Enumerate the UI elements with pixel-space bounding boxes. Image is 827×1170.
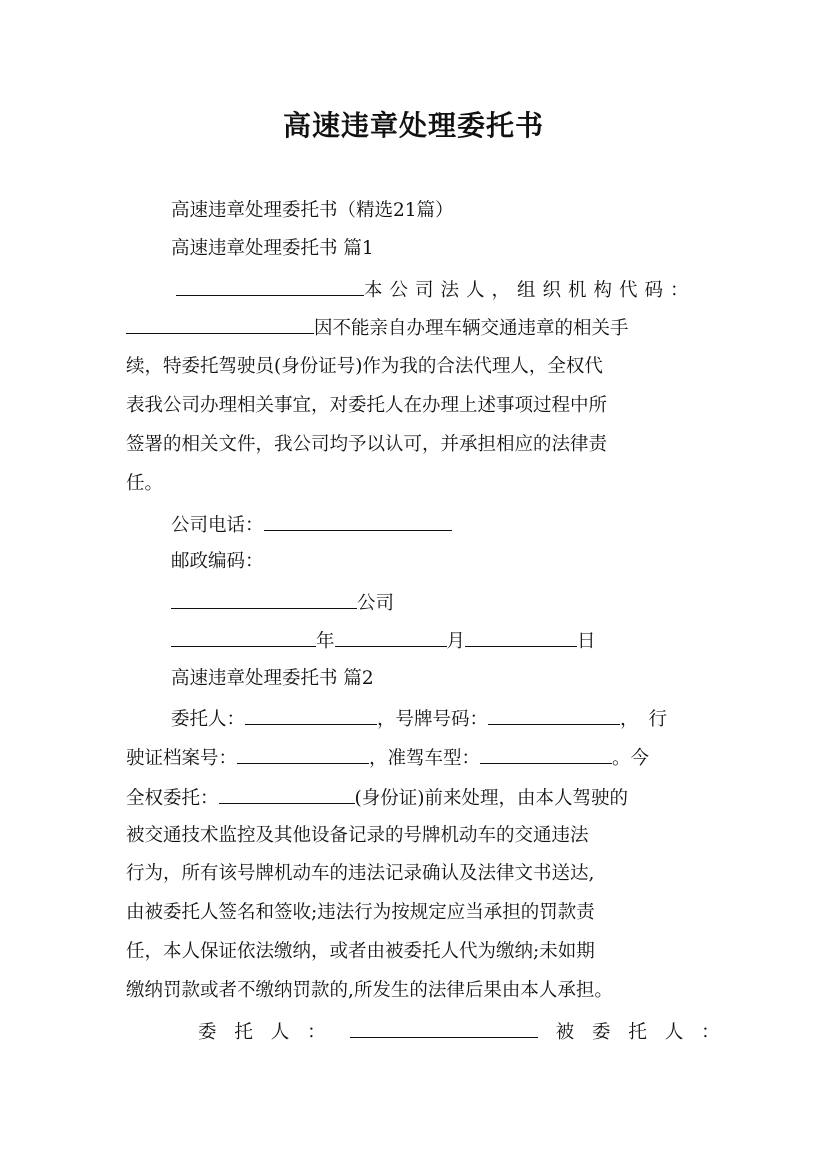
principal-signature-field[interactable] bbox=[350, 1019, 538, 1038]
paragraph-line: 缴纳罚款或者不缴纳罚款的,所发生的法律后果由本人承担。 bbox=[126, 980, 613, 1001]
company-line: 公司 bbox=[171, 590, 746, 616]
paragraph-line: 被交通技术监控及其他设备记录的号牌机动车的交通违法 bbox=[126, 825, 589, 846]
paragraph-line: 因不能亲自办理车辆交通违章的相关手 bbox=[126, 315, 701, 341]
day-field[interactable] bbox=[465, 628, 577, 647]
paragraph-line: 表我公司办理相关事宜，对委托人在办理上述事项过程中所 bbox=[126, 395, 608, 416]
section-heading-1: 高速违章处理委托书 篇1 bbox=[171, 238, 374, 259]
month-field[interactable] bbox=[335, 628, 447, 647]
signature-line: 委 托 人 ： 被 委 托 人 ： bbox=[198, 1019, 698, 1045]
document-title: 高速违章处理委托书 bbox=[282, 109, 544, 142]
company-phone-line: 公司电话： bbox=[171, 512, 746, 538]
principal-field[interactable] bbox=[245, 706, 377, 725]
paragraph-line: 全权委托： (身份证)前来处理，由本人驾驶的 bbox=[126, 785, 701, 811]
plate-number-field[interactable] bbox=[488, 706, 620, 725]
paragraph-line: 续，特委托驾驶员(身份证号)作为我的合法代理人，全权代 bbox=[126, 356, 603, 377]
paragraph-line: 驶证档案号： ，准驾车型： 。今 bbox=[126, 745, 701, 771]
paragraph-line: 本公司法人，组织机构代码： bbox=[176, 277, 701, 303]
phone-field[interactable] bbox=[264, 512, 452, 531]
section-heading-2: 高速违章处理委托书 篇2 bbox=[171, 668, 374, 689]
license-file-field[interactable] bbox=[237, 745, 369, 764]
paragraph-line: 行为，所有该号牌机动车的违法记录确认及法律文书送达, bbox=[126, 863, 595, 884]
blank-field[interactable] bbox=[176, 277, 364, 296]
paragraph-line: 任。 bbox=[126, 473, 164, 494]
agent-field[interactable] bbox=[219, 785, 355, 804]
subtitle: 高速违章处理委托书（精选21篇） bbox=[171, 200, 454, 221]
vehicle-class-field[interactable] bbox=[480, 745, 612, 764]
paragraph-line: 签署的相关文件，我公司均予以认可，并承担相应的法律责 bbox=[126, 434, 608, 455]
blank-field[interactable] bbox=[126, 315, 314, 334]
company-name-field[interactable] bbox=[171, 590, 357, 609]
date-line: 年 月 日 bbox=[171, 628, 746, 654]
paragraph-line: 任，本人保证依法缴纳，或者由被委托人代为缴纳;未如期 bbox=[126, 941, 595, 962]
paragraph-line: 由被委托人签名和签收;违法行为按规定应当承担的罚款责 bbox=[126, 902, 595, 923]
postcode-line: 邮政编码： bbox=[171, 551, 264, 572]
paragraph-line: 委托人： ，号牌号码： ，行 bbox=[171, 706, 701, 732]
year-field[interactable] bbox=[171, 628, 316, 647]
